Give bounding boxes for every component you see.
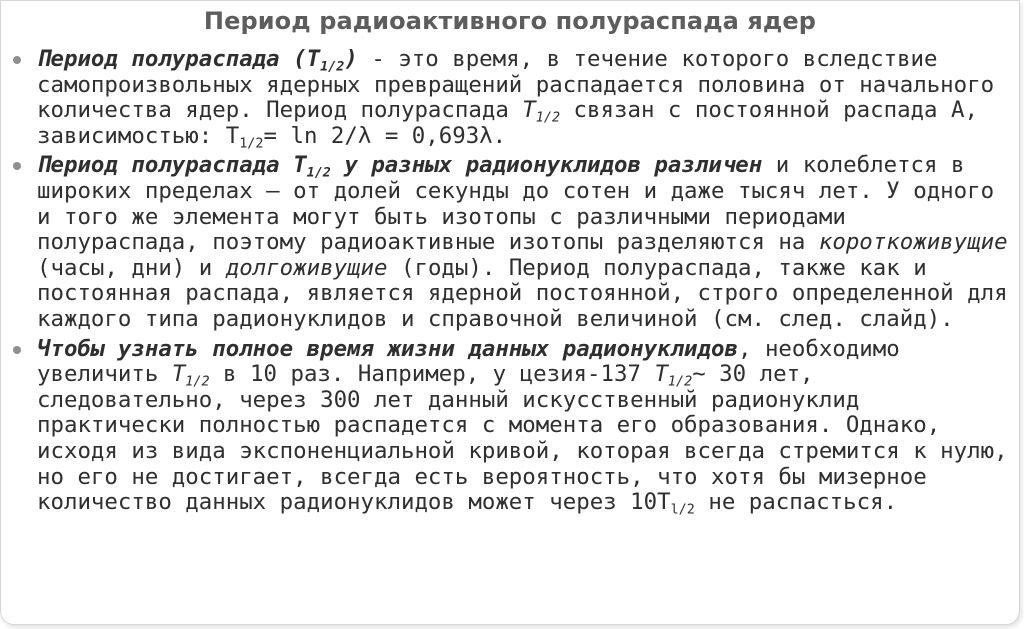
text-run: ) [344,46,358,72]
text-run: (часы, дни) и [37,254,226,281]
text-run: = ln 2/λ = 0,693λ. [263,122,507,149]
text-run: короткоживущие [818,229,1008,256]
subscript-text: 1/2 [239,136,264,152]
text-run: T [522,97,536,124]
text-run: (годы). Период полураспада, также как и постоянная распада, является ядерной постоянной, строго определенной для каждого типа радионуклидов и справочной величиной (см. след. слайд). [37,254,1008,332]
text-run: не распасться. [694,489,898,516]
text-run: Чтобы узнать полное время жизни данных радионуклидов [37,335,738,362]
text-run: ~ 30 лет, следовательно, через 300 лет данный искусственный радионуклид практически полностью распадется с момента его образования. Однако, исходя из вида экспоненциальной кривой, которая всегда стремится к нулю, но его не достигает, всегда есть вероятность, что хотя бы мизерное количество данных радионуклидов может через 10T [37,361,1008,516]
bullet-item-1 [11,46,1015,152]
text-run: - это время, в течение которого вследствие самопроизвольных ядерных превращений распадается половина от начального количества ядер. Период полураспада [37,46,995,124]
bullet-item-3 [11,337,1015,516]
subscript-text: 1/2 [535,110,561,126]
slide-body [11,47,1015,520]
text-run: T [654,361,668,388]
text-run: , необходимо увеличить [37,335,900,388]
bullet-item-2 [11,153,1015,332]
text-run: T [171,361,186,388]
text-run: долгоживущие [225,254,388,281]
subscript-text: 1/2 [320,59,345,75]
subscript-text: l/2 [670,502,695,518]
text-run: у разных радионуклидов различен [330,152,763,179]
subscript-text: 1/2 [306,166,331,182]
subscript-text: 1/2 [185,374,210,390]
text-run: в 10 раз. Например, у цезия-137 [209,361,655,388]
subscript-text: 1/2 [667,374,693,390]
text-run: Период полураспада T [37,152,307,179]
text-run: и колеблется в широких пределах — от долей секунды до сотен и даже тысяч лет. У одного и того же элемента могут быть изотопы с различными периодами полураспада, поэтому радиоактивные изотопы разделяются на [37,152,995,256]
text-run: связан с постоянной распада А, зависимостью: T [37,97,978,149]
text-run: Период полураспада (T [37,46,321,72]
slide-title: Период радиоактивного полураспада ядер [203,7,817,35]
